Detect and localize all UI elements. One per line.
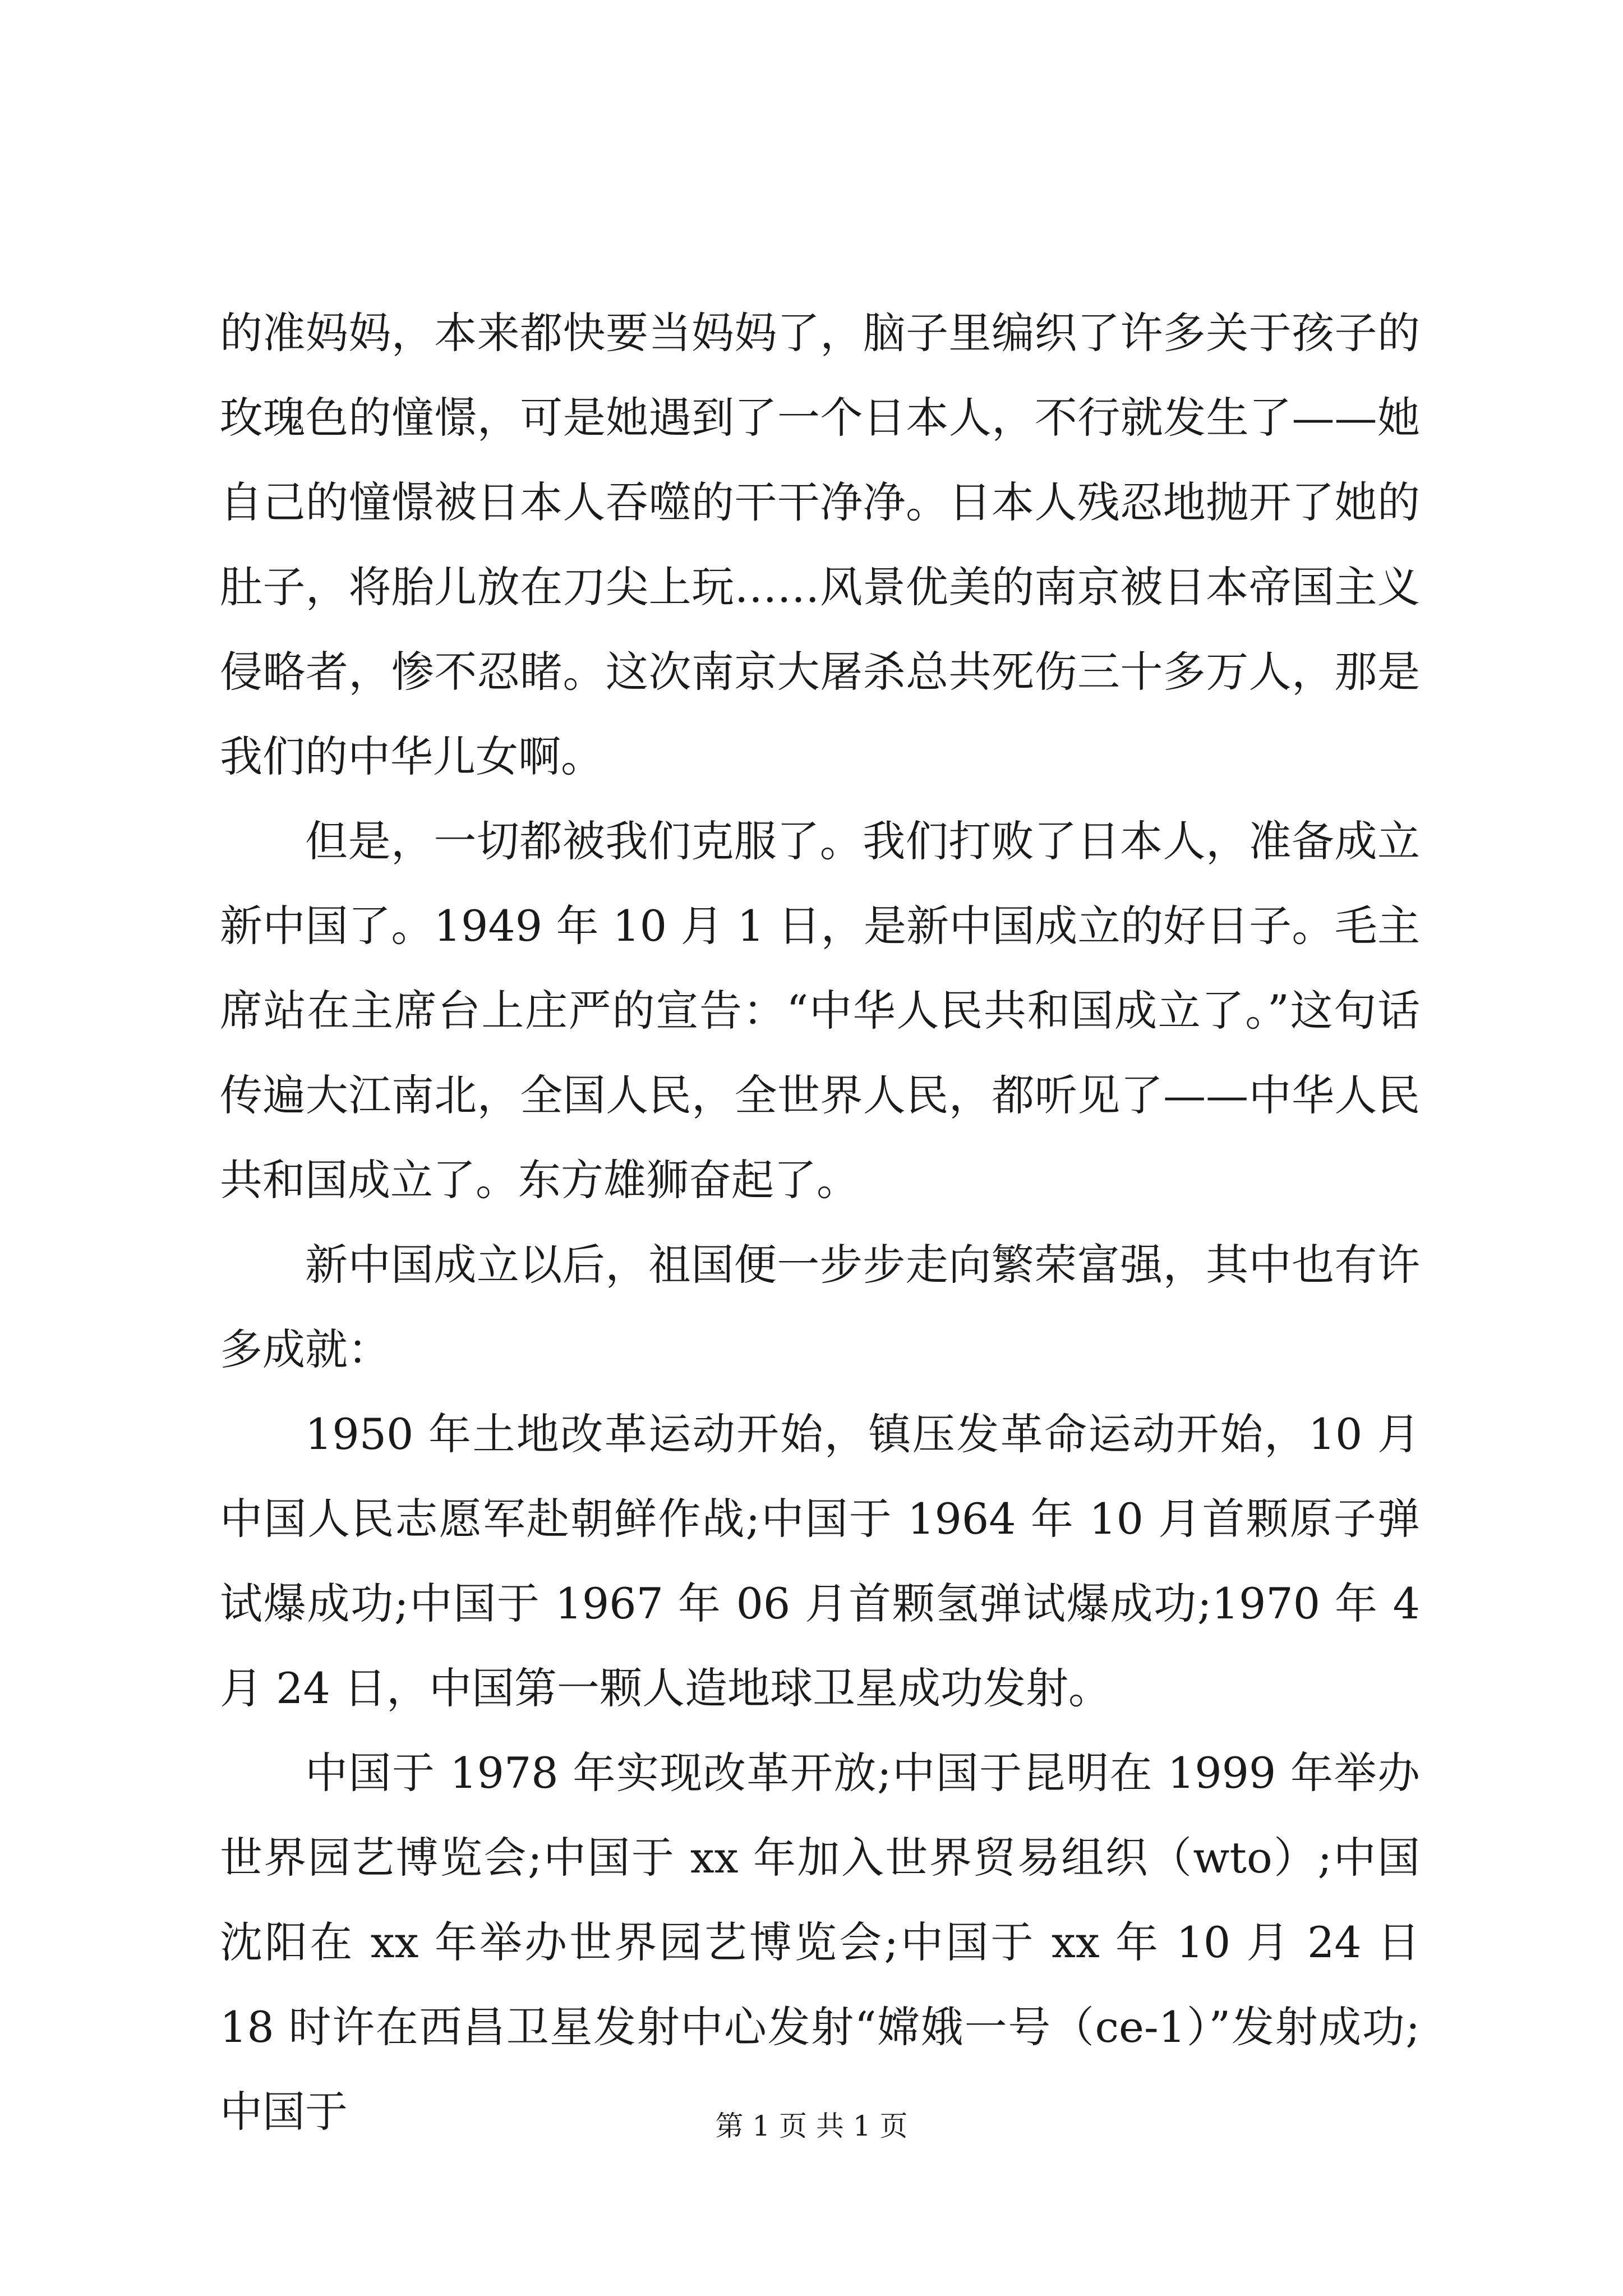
paragraph-4: 1950 年土地改革运动开始，镇压发革命运动开始，10 月中国人民志愿军赴朝鲜作战;中国于 1964 年 10 月首颗原子弹试爆成功;中国于 1967 年 06 月首颗氢弹试爆成功;1970 年 4 月 24 日，中国第一颗人造地球卫星成功发射。 bbox=[220, 1409, 1420, 1713]
paragraph-2: 但是，一切都被我们克服了。我们打败了日本人，准备成立新中国了。1949 年 10 月 1 日，是新中国成立的好日子。毛主席站在主席台上庄严的宣告：“中华人民共和国成立了。”这句话传遍大江南北，全国人民，全世界人民，都听见了——中华人民共和国成立了。东方雄狮奋起了。 bbox=[220, 816, 1420, 1205]
paragraph-1: 的准妈妈，本来都快要当妈妈了，脑子里编织了许多关于孩子的玫瑰色的憧憬，可是她遇到了一个日本人，不行就发生了——她自己的憧憬被日本人吞噬的干干净净。日本人残忍地抛开了她的肚子，将胎儿放在刀尖上玩……风景优美的南京被日本帝国主义侵略者，惨不忍睹。这次南京大屠杀总共死伤三十多万人，那是我们的中华儿女啊。 bbox=[220, 308, 1420, 781]
document-body bbox=[220, 291, 1420, 2154]
paragraph-3: 新中国成立以后，祖国便一步步走向繁荣富强，其中也有许多成就： bbox=[220, 1240, 1420, 1374]
paragraph-5: 中国于 1978 年实现改革开放;中国于昆明在 1999 年举办世界园艺博览会;中国于 xx 年加入世界贸易组织（wto）;中国沈阳在 xx 年举办世界园艺博览会;中国于 xx 年 10 月 24 日 18 时许在西昌卫星发射中心发射“嫦娥一号（ce-1）”发射成功;中国于 bbox=[220, 1748, 1420, 2137]
page-footer: 第 1 页 共 1 页 bbox=[715, 2110, 908, 2142]
